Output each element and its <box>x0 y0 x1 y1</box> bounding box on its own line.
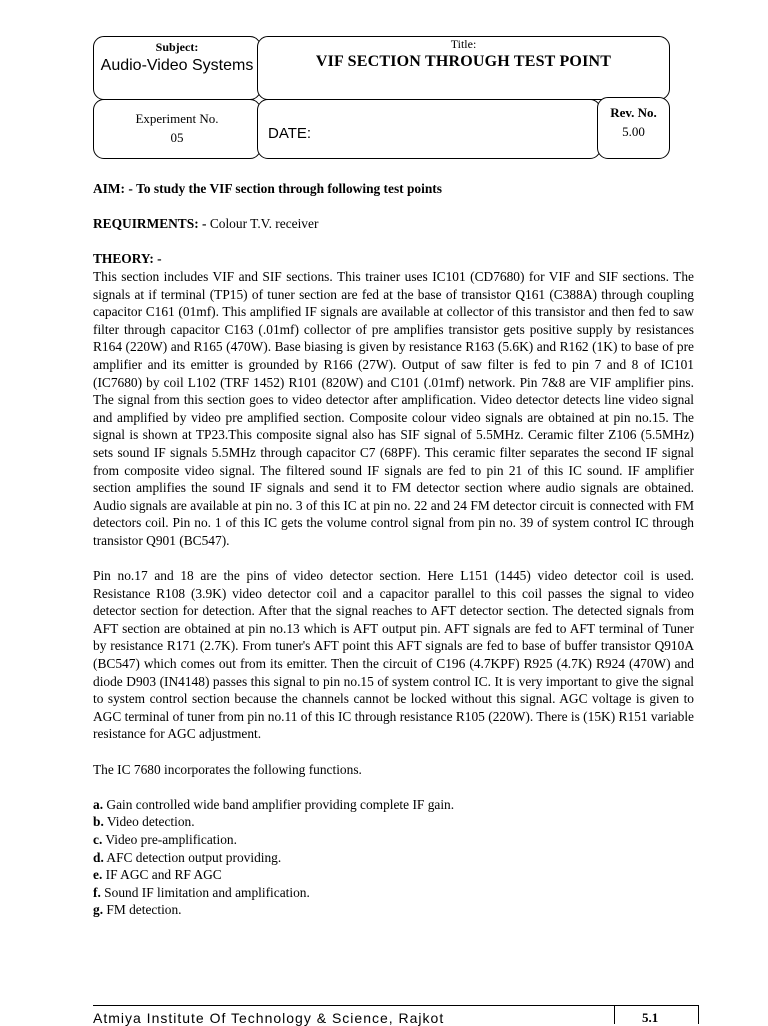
theory-paragraph-1: This section includes VIF and SIF sections. This trainer uses IC101 (CD7680) for VIF and SIF sections. The signals at if terminal (TP15) of tuner section are fed at the base of transistor Q161 (C388A) through coupling capacitor C161 (01mf). This amplified IF signals are available at collector of this transistor and then fed to saw filter through capacitor C163 (.01mf) collector of pre amplifies transistor gets positive supply by resistances R164 (220W) and R165 (470W). Base biasing is given by resistance R163 (5.6K) and R162 (1K) to base of pre amplifier and its emitter is grounded by R166 (27W). Output of saw filter is fed to pin 7 and 8 of IC101 (IC7680) by coil L102 (TRF 1452) R101 (820W) and C101 (.01mf) network. Pin 7&8 are VIF amplifier pins. The signal from this section goes to video detector after amplification. Video detector detects line video signal and amplified by video pre amplified section. Composite colour video signals are obtained at pin no.15. The signal is shown at TP23.This composite signal also has SIF signal of 5.5MHz. Ceramic filter Z106 (5.5MHz) sets sound IF signals 5.5MHz through capacitor C7 (68PF). This ceramic filter separates the second IF signal from composite video signal. The filtered sound IF signals are fed to pin 21 of this IC sound. IF amplifier section amplifies the sound IF signals and send it to FM detector section where audio signals are obtained. Audio signals are available at pin no. 3 of this IC at pin no. 22 and 24 FM detector circuit is connected with FM detectors coil. Pin no. 1 of this IC gets the volume control signal from pin no. 39 of system control IC through transistor Q901 (BC547). <box>93 268 694 548</box>
list-item <box>93 831 694 849</box>
footer-right-border <box>698 1005 699 1024</box>
revision-label: Rev. No. <box>610 105 657 120</box>
list-item-key: g. <box>93 902 104 918</box>
list-item <box>93 884 694 902</box>
aim-line <box>93 180 694 198</box>
aim-text: To study the VIF section through following test points <box>136 181 442 196</box>
list-item-key: b. <box>93 814 104 830</box>
list-item <box>93 849 694 867</box>
footer-institute: Atmiya Institute Of Technology & Science, Rajkot <box>93 1010 445 1026</box>
list-item-text: Video detection. <box>106 814 195 830</box>
list-item <box>93 813 694 831</box>
subject-value: Audio-Video Systems <box>100 57 254 74</box>
experiment-label: Experiment No. <box>135 111 219 126</box>
subject-box <box>93 36 261 100</box>
list-item-text: Sound IF limitation and amplification. <box>104 884 310 900</box>
theory-paragraph-2: Pin no.17 and 18 are the pins of video detector section. Here L151 (1445) video detector coil is used. Resistance R108 (3.9K) video detector coil and a capacitor parallel to this coil passes the signal to video detector section for detection. After that the signal reaches to AFT detector section. The detected signals from AFT section are obtained at pin no.13 which is AFT output pin. AFT signals are fed to AFT terminal of Tuner by resistance R171 (2.7K). From tuner's AFT point this AFT signals are fed to base of buffer transistor Q910A (BC547) which comes out from its emitter. Then the circuit of C196 (4.7KPF) R925 (4.7K) R924 (470W) and diode D903 (IN4148) passes this signal to pin no.15 of system control IC. It is very important to give the signal to system control section because the channels cannot be locked without this signal. AGC voltage is given to AGC terminal of tuner from pin no.11 of this IC through resistance R105 (220W). There is (15K) R151 variable resistance for AGC adjustment. <box>93 568 694 742</box>
experiment-number: 05 <box>170 130 184 145</box>
date-box <box>257 99 601 159</box>
requirements-label: REQUIRMENTS: - <box>93 216 207 232</box>
theory-paragraph-3: The IC 7680 incorporates the following functions. <box>93 761 362 777</box>
list-item <box>93 866 694 884</box>
list-item <box>93 901 694 919</box>
experiment-box <box>93 99 261 159</box>
requirements-text: Colour T.V. receiver <box>209 216 319 232</box>
document-body <box>93 180 694 919</box>
list-item-key: f. <box>93 884 101 900</box>
footer-rule <box>93 1005 699 1006</box>
list-item-key: d. <box>93 849 104 865</box>
list-item-key: c. <box>93 831 103 847</box>
revision-box <box>597 97 670 159</box>
function-list <box>93 796 694 919</box>
list-item-text: Video pre-amplification. <box>105 831 237 847</box>
subject-label: Subject: <box>155 40 199 54</box>
list-item-text: IF AGC and RF AGC <box>105 867 222 883</box>
list-item-key: e. <box>93 867 103 883</box>
title-box <box>257 36 670 100</box>
title-label: Title: <box>450 37 477 51</box>
list-item-text: Gain controlled wide band amplifier providing complete IF gain. <box>106 796 455 812</box>
footer-page-number: 5.1 <box>642 1010 659 1025</box>
requirements-line <box>93 215 694 233</box>
list-item-key: a. <box>93 796 104 812</box>
list-item-text: FM detection. <box>106 902 182 918</box>
revision-number: 5.00 <box>622 124 645 139</box>
date-label: DATE: <box>268 125 312 142</box>
footer-divider <box>614 1005 615 1024</box>
aim-label: AIM: - <box>93 181 133 196</box>
list-item-text: AFC detection output providing. <box>106 849 282 865</box>
theory-label: THEORY: - <box>93 251 162 267</box>
list-item <box>93 796 694 814</box>
theory-heading <box>93 250 694 268</box>
document-title: VIF SECTION THROUGH TEST POINT <box>315 53 612 70</box>
